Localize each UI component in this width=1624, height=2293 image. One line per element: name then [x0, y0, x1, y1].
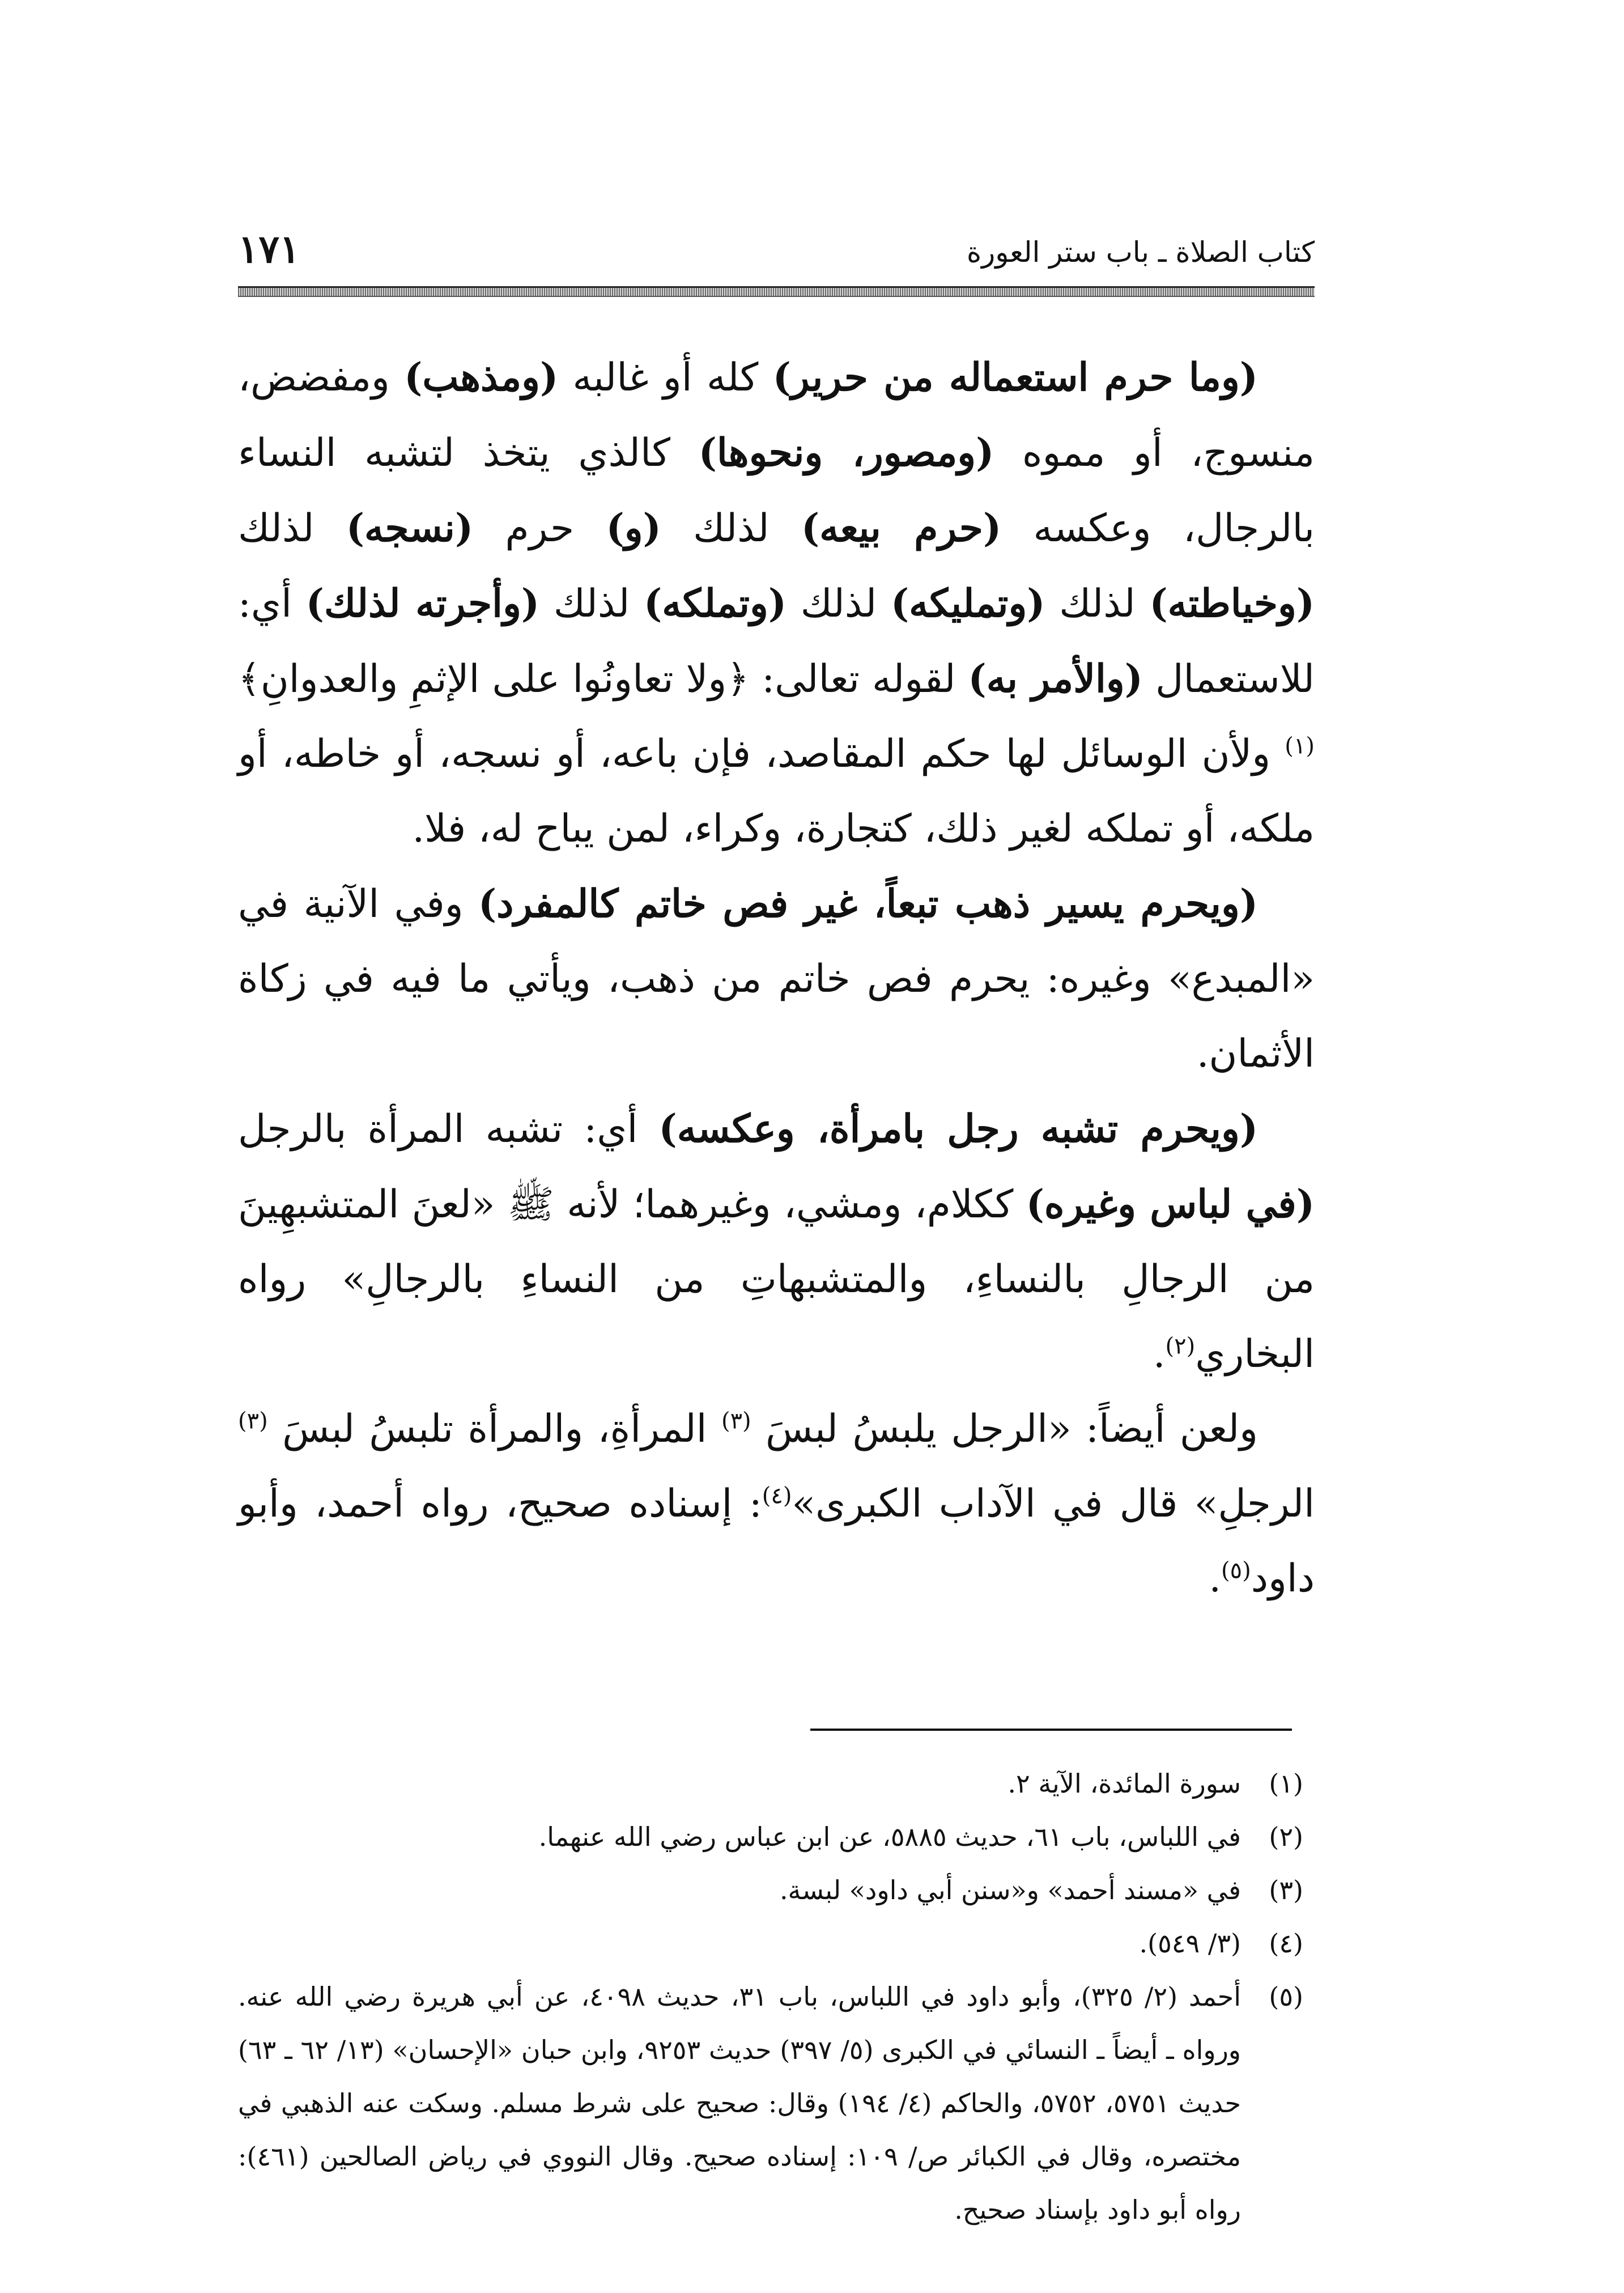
sharh-text: لذلك — [1045, 581, 1150, 626]
matn-text: (وخياطته) — [1149, 581, 1315, 626]
footnote-text: سورة المائدة، الآية ٢. — [1007, 1768, 1241, 1799]
sharh-text: ككلام، ومشي، وغيرهما؛ لأنه ﷺ «لعنَ المتشبهِينَ من الرجالِ بالنساءِ، والمتشبهاتِ من النساءِ بالرجالِ» رواه البخاري — [238, 1182, 1315, 1377]
sharh-text: : إسناده صحيح، رواه أحمد، وأبو داود — [238, 1481, 1315, 1601]
sharh-text: . — [1153, 1332, 1166, 1377]
footnote — [238, 1970, 1315, 2236]
sharh-text: لذلك — [661, 506, 801, 551]
footnotes — [238, 1757, 1315, 2236]
sharh-text: ومفضض، منسوج، أو مموه — [238, 355, 1315, 475]
running-head: كتاب الصلاة ـ باب ستر العورة — [966, 236, 1315, 269]
sharh-text: لقوله تعالى: ﴿ولا تعاونُوا على الإثمِ والعدوانِ﴾ — [238, 657, 968, 702]
sharh-text: . — [1209, 1556, 1221, 1601]
matn-text: (في لباس وغيره) — [1026, 1182, 1315, 1227]
matn-text: (ويحرم تشبه رجل بامرأة، وعكسه) — [658, 1106, 1258, 1152]
footnote-ref: (٥) — [1221, 1557, 1251, 1584]
sharh-text: أي: للاستعمال — [238, 581, 1315, 702]
sharh-text: الرجلِ» قال في الآداب الكبرى» — [792, 1481, 1315, 1526]
matn-text: (ويحرم يسير ذهب تبعاً، غير فص خاتم كالمفرد) — [478, 881, 1258, 927]
matn-text: (وتملكه) — [644, 581, 787, 626]
footnote-number: (٣) — [1269, 1875, 1303, 1905]
footnote — [238, 1917, 1315, 1970]
sharh-text: لذلك — [787, 581, 891, 626]
footnote-text: (٣/ ٥٤٩). — [1139, 1928, 1241, 1959]
header-rule — [238, 286, 1315, 297]
footnote — [238, 1757, 1315, 1810]
paragraph — [238, 340, 1315, 867]
footnote-number: (٥) — [1269, 1981, 1303, 2012]
sharh-text: كالذي يتخذ لتشبه النساء بالرجال، وعكسه — [238, 431, 1315, 551]
footnote-ref: (٢) — [1165, 1333, 1196, 1360]
sharh-text: ولعن أيضاً: «الرجل يلبسُ لبسَ — [751, 1407, 1258, 1451]
sharh-text: ولأن الوسائل لها حكم المقاصد، فإن باعه، أو نسجه، أو خاطه، أو ملكه، أو تملكه لغير ذلك، كتجارة، وكراء، لمن يباح له، فلا. — [238, 732, 1315, 851]
matn-text: (نسجه) — [346, 506, 474, 551]
sharh-text: المرأةِ، والمرأة تلبسُ لبسَ — [267, 1407, 721, 1451]
footnote — [238, 1810, 1315, 1863]
matn-text: (ومذهب) — [404, 355, 559, 400]
matn-text: (حرم بيعه) — [801, 506, 1002, 551]
footnote-text: في «مسند أحمد» و«سنن أبي داود» لبسة. — [779, 1875, 1241, 1905]
footnote-separator — [810, 1729, 1292, 1731]
sharh-text: أي: تشبه المرأة بالرجل — [238, 1107, 659, 1152]
footnote-ref: (٣) — [721, 1408, 751, 1434]
page-number: ١٧١ — [238, 227, 300, 272]
matn-text: (وتمليكه) — [891, 581, 1045, 626]
matn-text: (والأمر به) — [968, 656, 1143, 702]
footnote-number: (٢) — [1269, 1821, 1303, 1852]
footnote-number: (١) — [1269, 1768, 1303, 1799]
page-header — [238, 227, 1315, 278]
paragraph — [238, 867, 1315, 1092]
footnote-ref: (٣) — [238, 1408, 268, 1434]
sharh-text: لذلك — [238, 506, 346, 551]
sharh-text: كله أو غالبه — [558, 355, 773, 400]
paragraph — [238, 1392, 1315, 1616]
sharh-text: لذلك — [539, 581, 644, 626]
footnote-text: أحمد (٢/ ٣٢٥)، وأبو داود في اللباس، باب ٣١، حديث ٤٠٩٨، عن أبي هريرة رضي الله عنه. ورواه ـ أيضاً ـ النسائي في الكبرى (٥/ ٣٩٧) حديث ٩٢٥٣، وابن حبان «الإحسان» (١٣/ ٦٢ ـ ٦٣) حديث ٥٧٥١، ٥٧٥٢، والحاكم (٤/ ١٩٤) وقال: صحيح على شرط مسلم. وسكت عنه الذهبي في مختصره، وقال في الكبائر ص/ ١٠٩: إسناده صحيح. وقال النووي في رياض الصالحين (٤٦١): رواه أبو داود بإسناد صحيح. — [238, 1981, 1242, 2225]
matn-text: (ومصور، ونحوها) — [698, 430, 994, 475]
footnote-text: في اللباس، باب ٦١، حديث ٥٨٨٥، عن ابن عباس رضي الله عنهما. — [538, 1821, 1241, 1852]
footnote — [238, 1863, 1315, 1917]
sharh-text: وفي الآنية في «المبدع» وغيره: يحرم فص خاتم من ذهب، ويأتي ما فيه في زكاة الأثمان. — [238, 882, 1315, 1076]
footnote-ref: (٤) — [762, 1483, 792, 1509]
footnote-ref: (١) — [1285, 733, 1315, 759]
sharh-text: حرم — [473, 506, 606, 551]
paragraph — [238, 1092, 1315, 1392]
matn-text: (وأجرته لذلك) — [305, 581, 540, 626]
matn-text: (وما حرم استعماله من حرير) — [772, 355, 1258, 400]
main-text — [238, 340, 1315, 1616]
matn-text: (و) — [606, 506, 661, 551]
footnote-number: (٤) — [1269, 1928, 1303, 1959]
